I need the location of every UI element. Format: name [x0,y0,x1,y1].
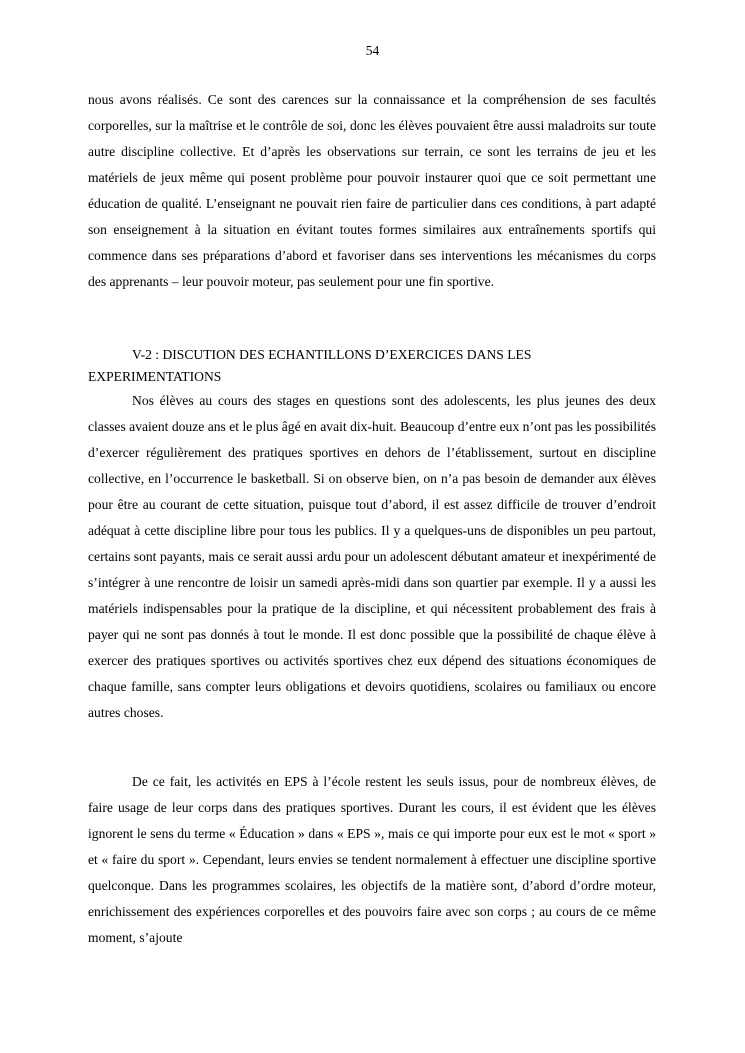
paragraph-continuation: nous avons réalisés. Ce sont des carences sur la connaissance et la compréhension de ses facultés corporelles, sur la maîtrise et le contrôle de soi, donc les élèves pouvaient être aussi maladroits sur toute autre discipline collective. Et d’après les observations sur terrain, ce sont les terrains de jeu et les matériels de jeux même qui posent problème pour pouvoir instaurer quoi que ce soit permettant une éducation de qualité. L’enseignant ne pouvait rien faire de particulier dans ces conditions, à part adapté son enseignement à la situation en évitant toutes formes similaires aux entraînements sportifs qui commence dans ses préparations d’abord et favoriser dans ses interventions les mécanismes du corps des apprenants – leur pouvoir moteur, pas seulement pour une fin sportive. [88,92,656,289]
paragraph-students: Nos élèves au cours des stages en questions sont des adolescents, les plus jeunes des deux classes avaient douze ans et le plus âgé en avait dix-huit. Beaucoup d’entre eux n’ont pas les possibilités d’exercer régulièrement des pratiques sportives en dehors de l’établissement, surtout en discipline collective, en l’occurrence le basketball. Si on observe bien, on n’a pas besoin de demander aux élèves pour être au courant de cette situation, puisque tout d’abord, il est assez difficile de trouver d’endroit adéquat à cette discipline libre pour tous les publics. Il y a quelques-uns de disponibles un peu partout, certains sont payants, mais ce serait aussi ardu pour un adolescent débutant amateur et inexpérimenté de s’intégrer à une rencontre de loisir un samedi après-midi dans son quartier par exemple. Il y a aussi les matériels indispensables pour la pratique de la discipline, et qui nécessitent probablement des frais à payer qui ne sont pas donnés à tout le monde. Il est donc possible que la possibilité de chaque élève à exercer des pratiques sportives ou activités sportives chez eux dépend des situations économiques de chaque famille, sans compter leurs obligations et devoirs quotidiens, scolaires ou familiaux ou encore autres choses. [88,393,656,720]
section-heading: V-2 : DISCUTION DES ECHANTILLONS D’EXERCICES DANS LES [132,347,532,362]
section-heading-continued: EXPERIMENTATIONS [88,369,222,384]
text-block-eps [88,769,656,951]
text-block-continuation [88,87,656,295]
page-number: 54 [365,43,380,58]
section-v2 [88,344,656,726]
paragraph-eps: De ce fait, les activités en EPS à l’école restent les seuls issus, pour de nombreux élèves, de faire usage de leur corps dans des pratiques sportives. Durant les cours, il est évident que les élèves ignorent le sens du terme « Éducation » dans « EPS », mais ce qui importe pour eux est le mot « sport » et « faire du sport ». Cependant, leurs envies se tendent normalement à effectuer une discipline sportive quelconque. Dans les programmes scolaires, les objectifs de la matière sont, d’abord d’ordre moteur, enrichissement des expériences corporelles et des pouvoirs faire avec son corps ; au cours de ce même moment, s’ajoute [88,774,656,945]
